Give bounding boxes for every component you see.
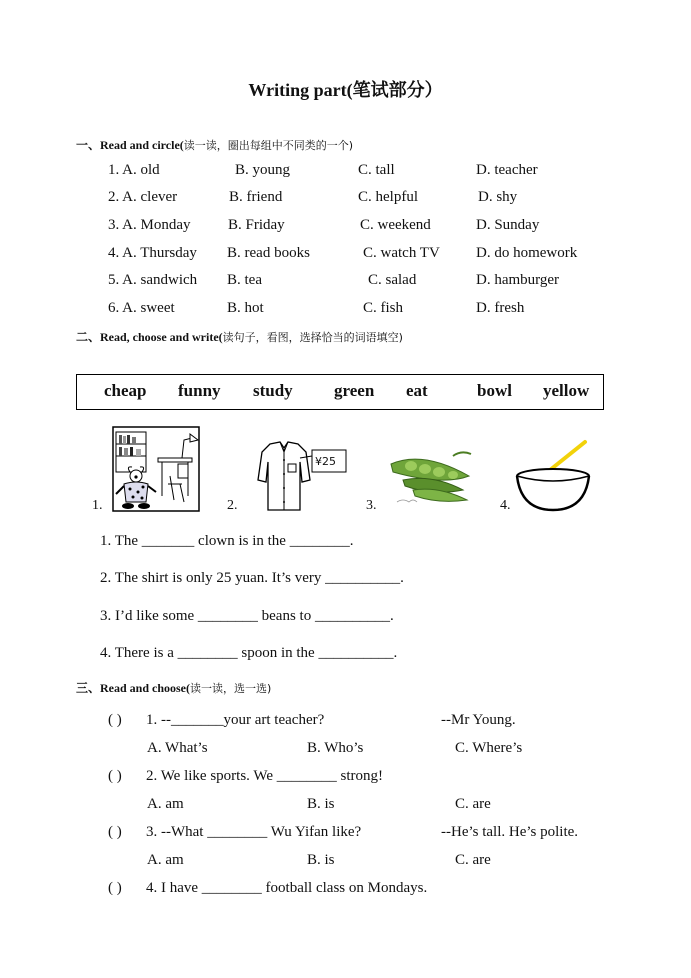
q1-answer-bracket[interactable]: ( ) <box>108 712 122 728</box>
s1-row1-a: 1. A. old <box>108 162 160 178</box>
q3-answer-bracket[interactable]: ( ) <box>108 824 122 840</box>
q3-option-a: A. am <box>147 852 184 868</box>
q2-option-c: C. are <box>455 796 491 812</box>
s1-row2-b: B. friend <box>229 189 283 205</box>
s1-row3-a: 3. A. Monday <box>108 217 191 233</box>
q3-option-c: C. are <box>455 852 491 868</box>
word-green: green <box>334 381 375 400</box>
s1-row5-d: D. hamburger <box>476 272 560 288</box>
s1-row5-a: 5. A. sandwich <box>108 272 198 288</box>
word-bowl: bowl <box>477 381 512 400</box>
q1-option-a: A. What’s <box>147 740 208 756</box>
s1-row1-c: C. tall <box>358 162 395 178</box>
q3-text: 3. --What ________ Wu Yifan like? <box>146 824 362 840</box>
s1-row2-d: D. shy <box>478 189 518 205</box>
section-1-header <box>76 136 353 153</box>
word-funny: funny <box>178 381 221 400</box>
section-3-header-en: 三、Read and choose( <box>76 681 191 695</box>
s1-row6-a: 6. A. sweet <box>108 300 175 316</box>
s1-row3-c: C. weekend <box>360 217 431 233</box>
section-2-header-cn: 读句子，看图，选择恰当的词语填空) <box>222 331 403 344</box>
section-2-header-en: 二、Read, choose and write( <box>76 330 223 344</box>
s2-sentence-1: 1. The _______ clown is in the ________. <box>100 533 354 549</box>
picture-number-3: 3. <box>366 498 377 513</box>
s2-sentence-4: 4. There is a ________ spoon in the __________. <box>100 645 398 661</box>
word-eat: eat <box>406 381 428 400</box>
s1-row4-b: B. read books <box>227 245 310 261</box>
bowl-spoon-picture <box>515 436 595 514</box>
section-3-header <box>76 679 271 696</box>
section-1-header-en: 一、Read and circle( <box>76 138 184 152</box>
picture-number-4: 4. <box>500 498 511 513</box>
q2-option-b: B. is <box>307 796 335 812</box>
s1-row4-c: C. watch TV <box>363 245 440 261</box>
q1-option-c: C. Where’s <box>455 740 523 756</box>
price-tag-label: ¥25 <box>315 455 336 468</box>
s2-sentence-3: 3. I’d like some ________ beans to __________. <box>100 608 394 624</box>
s1-row1-b: B. young <box>235 162 291 178</box>
q1-text: 1. --_______your art teacher? <box>146 712 325 728</box>
section-1-header-cn: 读一读，圈出每组中不同类的一个) <box>183 139 354 152</box>
s1-row6-d: D. fresh <box>476 300 525 316</box>
s1-row1-d: D. teacher <box>476 162 538 178</box>
picture-number-1: 1. <box>92 498 103 513</box>
clown-study-picture <box>112 426 200 512</box>
q1-option-b: B. Who’s <box>307 740 364 756</box>
s1-row6-c: C. fish <box>363 300 404 316</box>
q3-option-b: B. is <box>307 852 335 868</box>
s1-row4-a: 4. A. Thursday <box>108 245 197 261</box>
picture-number-2: 2. <box>227 498 238 513</box>
q2-option-a: A. am <box>147 796 184 812</box>
s1-row6-b: B. hot <box>227 300 264 316</box>
s1-row2-a: 2. A. clever <box>108 189 178 205</box>
s2-sentence-2: 2. The shirt is only 25 yuan. It’s very __________. <box>100 570 404 586</box>
word-cheap: cheap <box>104 381 147 400</box>
shirt-picture <box>244 440 352 512</box>
word-yellow: yellow <box>543 381 590 400</box>
word-study: study <box>253 381 293 400</box>
s1-row4-d: D. do homework <box>476 245 578 261</box>
s1-row5-c: C. salad <box>368 272 417 288</box>
s1-row2-c: C. helpful <box>358 189 418 205</box>
section-2-header <box>76 328 403 345</box>
q4-answer-bracket[interactable]: ( ) <box>108 880 122 896</box>
s1-row3-d: D. Sunday <box>476 217 540 233</box>
q2-text: 2. We like sports. We ________ strong! <box>146 768 384 784</box>
s1-row3-b: B. Friday <box>228 217 285 233</box>
q4-text: 4. I have ________ football class on Mondays. <box>146 880 428 896</box>
green-beans-picture <box>383 446 479 508</box>
section-3-header-cn: 读一读，选一选) <box>190 682 272 695</box>
page-title: Writing part(笔试部分） <box>248 80 443 100</box>
q3-response: --He’s tall. He’s polite. <box>441 824 579 840</box>
q2-answer-bracket[interactable]: ( ) <box>108 768 122 784</box>
q1-response: --Mr Young. <box>441 712 516 728</box>
s1-row5-b: B. tea <box>227 272 262 288</box>
